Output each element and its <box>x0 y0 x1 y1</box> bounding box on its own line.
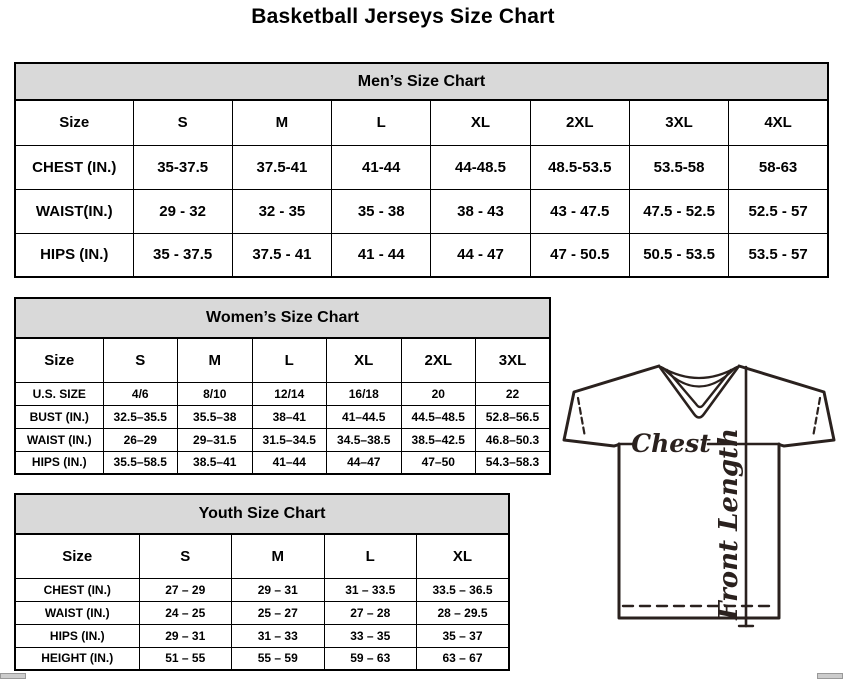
size-value-cell: 58-63 <box>729 145 828 189</box>
column-header: S <box>103 338 178 382</box>
size-value-cell: 52.8–56.5 <box>476 405 551 428</box>
row-label: CHEST (IN.) <box>15 578 139 601</box>
column-header: Size <box>15 100 133 145</box>
table-row <box>15 624 509 647</box>
size-value-cell: 16/18 <box>327 382 402 405</box>
size-value-cell: 51 – 55 <box>139 647 232 670</box>
column-header: XL <box>431 100 530 145</box>
jersey-right-cuff-dashed-line <box>813 398 820 437</box>
size-value-cell: 50.5 - 53.5 <box>629 233 728 277</box>
row-label: WAIST (IN.) <box>15 601 139 624</box>
size-value-cell: 41–44 <box>252 451 327 474</box>
size-value-cell: 47 - 50.5 <box>530 233 629 277</box>
column-header: M <box>232 100 331 145</box>
size-value-cell: 20 <box>401 382 476 405</box>
column-header: Size <box>15 534 139 578</box>
row-label: HIPS (IN.) <box>15 233 133 277</box>
jersey-left-cuff-dashed-line <box>578 398 585 437</box>
column-header: 4XL <box>729 100 828 145</box>
size-value-cell: 27 – 29 <box>139 578 232 601</box>
mens-chart-title: Men’s Size Chart <box>15 63 828 100</box>
table-row <box>15 189 828 233</box>
size-value-cell: 44.5–48.5 <box>401 405 476 428</box>
column-header: 2XL <box>401 338 476 382</box>
size-value-cell: 35 – 37 <box>417 624 510 647</box>
size-value-cell: 43 - 47.5 <box>530 189 629 233</box>
column-header: 3XL <box>476 338 551 382</box>
front-length-label: Front Length <box>714 428 744 620</box>
column-header: S <box>133 100 232 145</box>
row-label: U.S. SIZE <box>15 382 103 405</box>
size-value-cell: 29 – 31 <box>139 624 232 647</box>
size-value-cell: 32.5–35.5 <box>103 405 178 428</box>
size-value-cell: 29 – 31 <box>232 578 325 601</box>
size-value-cell: 55 – 59 <box>232 647 325 670</box>
size-value-cell: 35.5–58.5 <box>103 451 178 474</box>
column-header: S <box>139 534 232 578</box>
row-label: WAIST (IN.) <box>15 428 103 451</box>
size-value-cell: 47–50 <box>401 451 476 474</box>
row-label: WAIST(IN.) <box>15 189 133 233</box>
size-value-cell: 41-44 <box>332 145 431 189</box>
size-value-cell: 31.5–34.5 <box>252 428 327 451</box>
size-value-cell: 22 <box>476 382 551 405</box>
horizontal-scrollbar-left-button[interactable] <box>0 673 26 679</box>
size-value-cell: 38.5–42.5 <box>401 428 476 451</box>
size-value-cell: 63 – 67 <box>417 647 510 670</box>
size-value-cell: 44 - 47 <box>431 233 530 277</box>
table-row <box>15 578 509 601</box>
column-header: 2XL <box>530 100 629 145</box>
table-row <box>15 233 828 277</box>
size-value-cell: 32 - 35 <box>232 189 331 233</box>
size-value-cell: 34.5–38.5 <box>327 428 402 451</box>
size-value-cell: 33.5 – 36.5 <box>417 578 510 601</box>
table-row <box>15 601 509 624</box>
youth-size-chart-table <box>14 493 510 671</box>
size-value-cell: 4/6 <box>103 382 178 405</box>
size-value-cell: 53.5 - 57 <box>729 233 828 277</box>
row-label: CHEST (IN.) <box>15 145 133 189</box>
size-value-cell: 37.5 - 41 <box>232 233 331 277</box>
size-value-cell: 24 – 25 <box>139 601 232 624</box>
size-value-cell: 25 – 27 <box>232 601 325 624</box>
size-value-cell: 35 - 37.5 <box>133 233 232 277</box>
column-header: XL <box>417 534 510 578</box>
jersey-outline <box>564 366 834 618</box>
column-header: Size <box>15 338 103 382</box>
table-row <box>15 428 550 451</box>
size-value-cell: 29–31.5 <box>178 428 253 451</box>
size-value-cell: 48.5-53.5 <box>530 145 629 189</box>
size-value-cell: 26–29 <box>103 428 178 451</box>
womens-size-chart-table <box>14 297 551 475</box>
size-value-cell: 59 – 63 <box>324 647 417 670</box>
youth-chart-title: Youth Size Chart <box>15 494 509 534</box>
size-value-cell: 38 - 43 <box>431 189 530 233</box>
size-value-cell: 47.5 - 52.5 <box>629 189 728 233</box>
mens-size-chart-table <box>14 62 829 278</box>
row-label: HIPS (IN.) <box>15 451 103 474</box>
column-header: 3XL <box>629 100 728 145</box>
row-label: BUST (IN.) <box>15 405 103 428</box>
size-value-cell: 31 – 33.5 <box>324 578 417 601</box>
size-value-cell: 44-48.5 <box>431 145 530 189</box>
size-value-cell: 31 – 33 <box>232 624 325 647</box>
womens-chart-title: Women’s Size Chart <box>15 298 550 338</box>
size-value-cell: 37.5-41 <box>232 145 331 189</box>
table-row <box>15 647 509 670</box>
size-value-cell: 8/10 <box>178 382 253 405</box>
size-value-cell: 38.5–41 <box>178 451 253 474</box>
size-value-cell: 38–41 <box>252 405 327 428</box>
size-value-cell: 28 – 29.5 <box>417 601 510 624</box>
table-row <box>15 382 550 405</box>
table-row <box>15 405 550 428</box>
size-value-cell: 27 – 28 <box>324 601 417 624</box>
column-header: M <box>232 534 325 578</box>
horizontal-scrollbar-right-button[interactable] <box>817 673 843 679</box>
size-value-cell: 46.8–50.3 <box>476 428 551 451</box>
size-value-cell: 12/14 <box>252 382 327 405</box>
jersey-measurement-diagram <box>556 356 842 656</box>
size-value-cell: 44–47 <box>327 451 402 474</box>
row-label: HEIGHT (IN.) <box>15 647 139 670</box>
size-value-cell: 35-37.5 <box>133 145 232 189</box>
table-row <box>15 145 828 189</box>
size-value-cell: 29 - 32 <box>133 189 232 233</box>
column-header: XL <box>327 338 402 382</box>
size-value-cell: 35.5–38 <box>178 405 253 428</box>
column-header: L <box>324 534 417 578</box>
table-row <box>15 451 550 474</box>
size-value-cell: 52.5 - 57 <box>729 189 828 233</box>
size-value-cell: 41 - 44 <box>332 233 431 277</box>
column-header: M <box>178 338 253 382</box>
size-value-cell: 53.5-58 <box>629 145 728 189</box>
size-value-cell: 35 - 38 <box>332 189 431 233</box>
column-header: L <box>332 100 431 145</box>
size-value-cell: 41–44.5 <box>327 405 402 428</box>
size-value-cell: 33 – 35 <box>324 624 417 647</box>
row-label: HIPS (IN.) <box>15 624 139 647</box>
column-header: L <box>252 338 327 382</box>
chest-label: Chest <box>631 429 711 458</box>
size-value-cell: 54.3–58.3 <box>476 451 551 474</box>
page-title: Basketball Jerseys Size Chart <box>251 5 555 28</box>
